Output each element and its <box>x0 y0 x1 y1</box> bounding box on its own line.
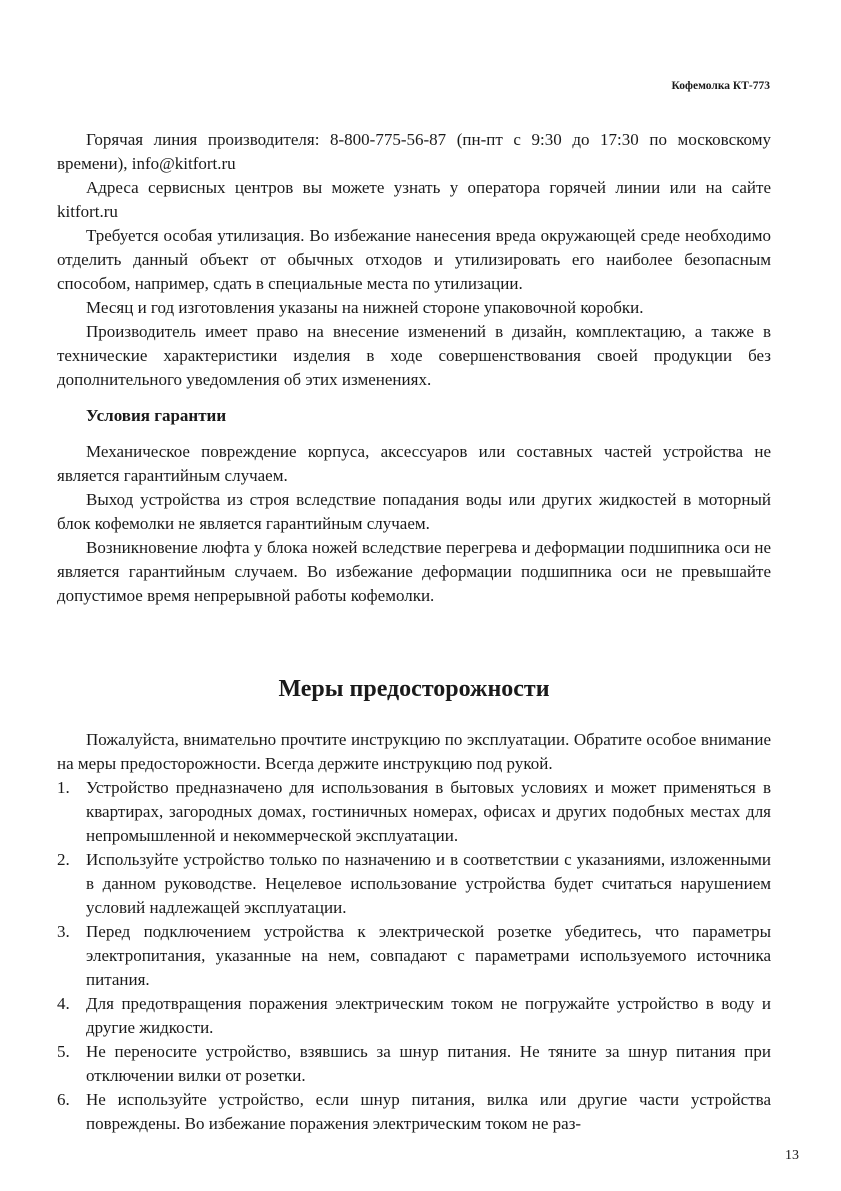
list-item-number: 5. <box>57 1042 70 1061</box>
list-item-number: 4. <box>57 994 70 1013</box>
list-item <box>57 992 771 1040</box>
list-item <box>57 1088 771 1136</box>
warranty-paragraph-2: Выход устройства из строя вследствие попадания воды или других жидкостей в моторный блок кофемолки не является гарантийным случаем. <box>57 490 771 533</box>
service-centers-paragraph: Адреса сервисных центров вы можете узнать у оператора горячей линии или на сайте kitfort.ru <box>57 178 771 221</box>
manufacturer-rights-paragraph: Производитель имеет право на внесение изменений в дизайн, комплектацию, а также в технические характеристики изделия в ходе совершенствования своей продукции без дополнительного уведомления об этих изменениях. <box>57 322 771 389</box>
list-item-text: Не переносите устройство, взявшись за шнур питания. Не тяните за шнур питания при отключении вилки от розетки. <box>86 1042 771 1085</box>
precautions-list <box>57 776 771 1136</box>
list-item-text: Перед подключением устройства к электрической розетке убедитесь, что параметры электропитания, указанные на нем, совпадают с параметрами используемого источника питания. <box>86 922 771 989</box>
warranty-paragraph-3: Возникновение люфта у блока ножей вследствие перегрева и деформации подшипника оси не является гарантийным случаем. Во избежание деформации подшипника оси не превышайте допустимое время непрерывной работы кофемолки. <box>57 538 771 605</box>
list-item-number: 2. <box>57 850 70 869</box>
precautions-title: Меры предосторожности <box>278 676 550 702</box>
list-item <box>57 776 771 848</box>
list-item <box>57 1040 771 1088</box>
hotline-paragraph: Горячая линия производителя: 8-800-775-56-87 (пн-пт с 9:30 до 17:30 по московскому времени), info@kitfort.ru <box>57 130 771 173</box>
list-item <box>57 920 771 992</box>
precautions-intro: Пожалуйста, внимательно прочтите инструкцию по эксплуатации. Обратите особое внимание на меры предосторожности. Всегда держите инструкцию под рукой. <box>57 730 771 773</box>
list-item-number: 3. <box>57 922 70 941</box>
warranty-heading: Условия гарантии <box>86 406 227 425</box>
list-item-text: Для предотвращения поражения электрическим током не погружайте устройство в воду и другие жидкости. <box>86 994 771 1037</box>
list-item <box>57 848 771 920</box>
running-header: Кофемолка КТ-773 <box>671 80 770 92</box>
manufacture-date-paragraph: Месяц и год изготовления указаны на нижней стороне упаковочной коробки. <box>86 298 644 317</box>
warranty-section <box>57 440 771 608</box>
list-item-text: Используйте устройство только по назначению и в соответствии с указаниями, изложенными в данном руководстве. Нецелевое использование устройства будет считаться нарушением условий надлежащей эксплуатации. <box>86 850 771 917</box>
list-item-text: Не используйте устройство, если шнур питания, вилка или другие части устройства повреждены. Во избежание поражения электрическим током не раз- <box>86 1090 771 1133</box>
intro-section <box>57 128 771 392</box>
disposal-paragraph: Требуется особая утилизация. Во избежание нанесения вреда окружающей среде необходимо отделить данный объект от обычных отходов и утилизировать его наиболее безопасным способом, например, сдать в специальные места по утилизации. <box>57 226 771 293</box>
list-item-number: 6. <box>57 1090 70 1109</box>
page-content <box>57 128 771 1136</box>
page-number: 13 <box>785 1148 799 1163</box>
precautions-section <box>57 728 771 1136</box>
list-item-number: 1. <box>57 778 70 797</box>
list-item-text: Устройство предназначено для использования в бытовых условиях и может применяться в квартирах, загородных домах, гостиничных номерах, офисах и других подобных местах для непромышленной и некоммерческой эксплуатации. <box>86 778 771 845</box>
warranty-paragraph-1: Механическое повреждение корпуса, аксессуаров или составных частей устройства не является гарантийным случаем. <box>57 442 771 485</box>
